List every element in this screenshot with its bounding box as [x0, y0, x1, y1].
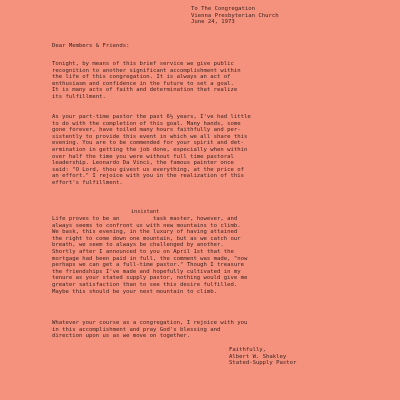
inserted-word: insistant	[131, 209, 160, 215]
paragraph-3	[52, 216, 352, 295]
salutation: Dear Members & Friends:	[52, 43, 130, 49]
paragraph-1	[52, 61, 352, 101]
address-line: Vienna Presbyterian Church	[191, 12, 279, 19]
text-line: in this accomplishment and pray God's blessing and	[52, 326, 221, 333]
text-line: the life of this congregation. It is always an act of	[52, 74, 231, 81]
text-line: leadership. Leonardo Da Vinci, the famous painter once	[52, 160, 234, 167]
text-line: recognition to another significant accomplishment within	[52, 67, 241, 74]
text-line: gone forever, have toiled many hours faithfully and per-	[52, 127, 241, 134]
text-line: greater satisfaction than to see this desire fulfilled.	[52, 281, 238, 288]
text-line: evening. You are to be commended for your spirit and det-	[52, 140, 244, 147]
text-line: enthusiasm and confidence in the future to set a goal.	[52, 80, 234, 87]
address-line: To The Congregation	[191, 6, 255, 12]
text-line: Whatever your course as a congregation, I rejoice with you	[52, 320, 248, 326]
paragraph-2	[52, 114, 352, 187]
paragraph-4	[52, 320, 352, 340]
text-line: We bask, this evening, in the luxury of having attained	[52, 229, 238, 236]
closing-block	[229, 347, 296, 367]
text-line: over half the time you were without full time pastoral	[52, 153, 234, 160]
text-line: mortgage had been paid in full, the comment was made, "now	[52, 255, 248, 262]
address-block	[191, 6, 279, 26]
text-line: Life proves to be an task master, however, and	[52, 216, 238, 222]
signer-name: Albert W. Shakley	[229, 353, 287, 360]
text-line: to do with the completion of this goal. Many hands, some	[52, 120, 241, 127]
text-line: the right to come down one mountain, but as we catch our	[52, 235, 241, 242]
letter-date: June 24, 1973	[191, 19, 235, 26]
text-line: an effort." I rejoice with you in the realization of this	[52, 173, 244, 180]
text-line: As your part-time pastor the past 6½ years, I've had little	[52, 114, 251, 120]
text-line: the friendships I've made and hopefully cultivated in my	[52, 268, 241, 275]
text-line: tenure as your stated supply pastor, nothing would give me	[52, 275, 248, 282]
text-line: direction upon us as we move on together.	[52, 333, 191, 340]
valediction: Faithfully,	[229, 347, 267, 353]
text-line: Maybe this should be your next mountain to climb.	[52, 288, 218, 295]
text-line: its fulfillment.	[52, 93, 106, 100]
text-line: effort's fulfillment.	[52, 179, 123, 186]
text-line: Shortly after I announced to you on April 1st that the	[52, 248, 234, 255]
text-line: sistently to provide this event in which we all share this	[52, 133, 248, 140]
text-line: breath, we seem to always be challenged by another.	[52, 242, 224, 249]
text-line: perhaps we can get a full-time pastor." Though I treasure	[52, 262, 244, 269]
text-line: said: "O Lord, thou givest us everything, at the price of	[52, 166, 244, 173]
text-line: always seems to confront us with new mountains to climb.	[52, 222, 241, 229]
signer-title: Stated-Supply Pastor	[229, 360, 297, 367]
text-line: ermination in getting the job done, especially when within	[52, 146, 248, 153]
text-line: It is many acts of faith and determination that realize	[52, 87, 238, 94]
text-line: Tonight, by means of this brief service we give public	[52, 61, 234, 67]
